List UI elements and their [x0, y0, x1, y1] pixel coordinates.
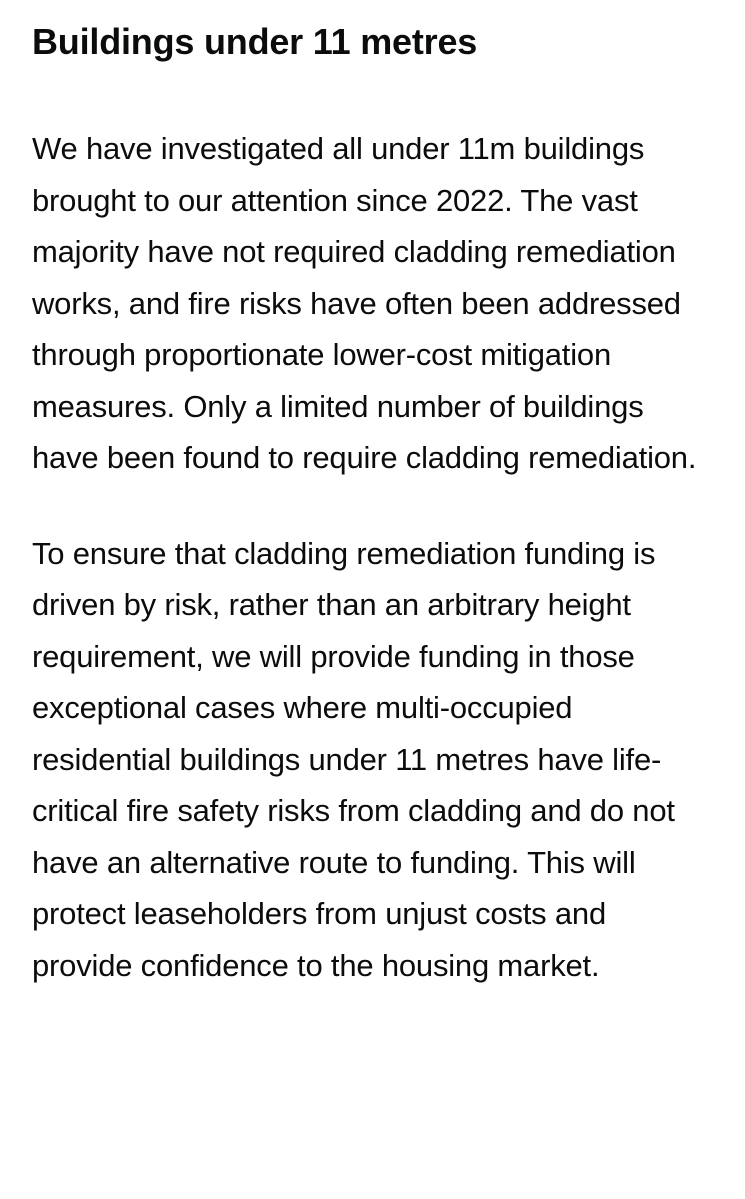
section-heading: Buildings under 11 metres — [32, 21, 478, 62]
paragraph-investigation: We have investigated all under 11m buildings brought to our attention since 2022. The vast majority have not required cladding remediation works, and fire risks have often been addressed through proportionate lower-cost mitigation measures. Only a limited number of buildings have been found to require cladding remediation. — [32, 131, 697, 475]
paragraph-funding: To ensure that cladding remediation funding is driven by risk, rather than an arbitrary height requirement, we will provide funding in those exceptional cases where multi-occupied residential buildings under 11 metres have life-critical fire safety risks from cladding and do not have an alternative route to funding. This will protect leaseholders from unjust costs and provide confidence to the housing market. — [32, 535, 675, 983]
